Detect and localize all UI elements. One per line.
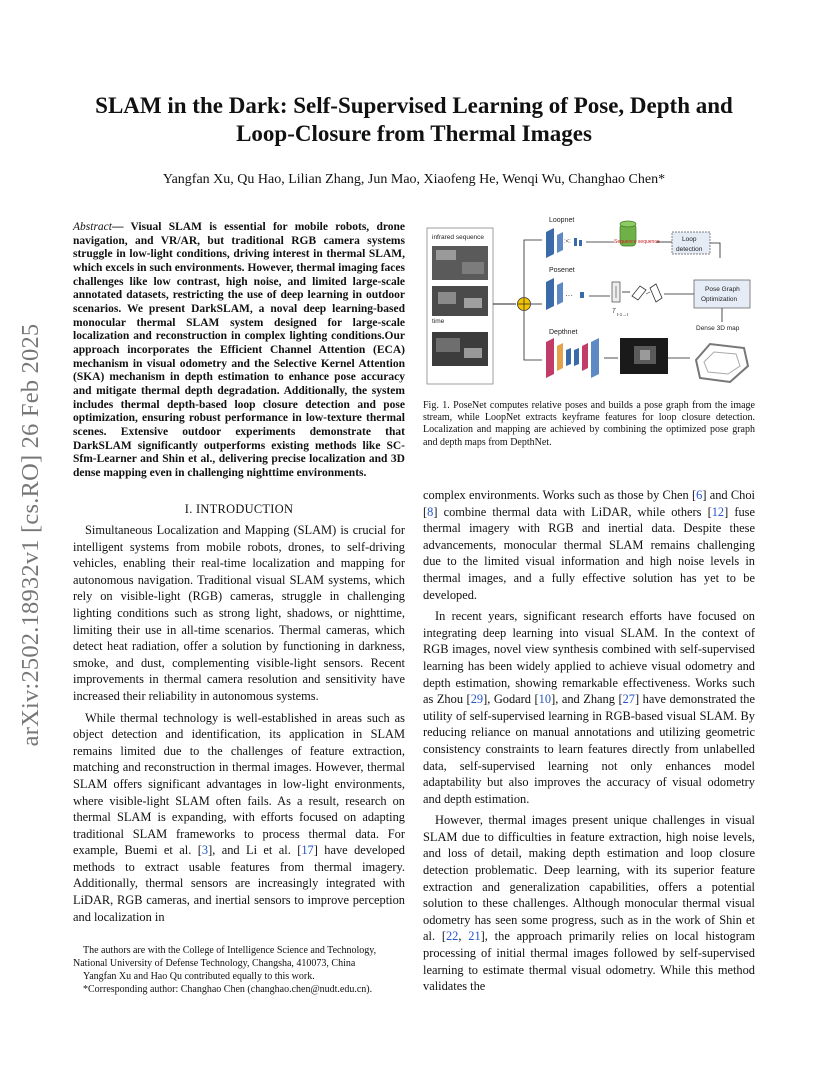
abstract bbox=[73, 221, 405, 480]
svg-text:T: T bbox=[612, 309, 616, 315]
citation-link[interactable]: 8 bbox=[427, 504, 434, 519]
citation-link[interactable]: 12 bbox=[711, 504, 725, 519]
paragraph: complex environments. Works such as those by Chen [6] and Choi [8] combine thermal data with LiDAR, while others [12] fuse thermal imagery with RGB and inertial data. Despite these advancements, monocular thermal SLAM remains challenging due to the limited visual information and high noise levels in thermal images, and a fully effective solution has yet to be developed. bbox=[423, 488, 755, 602]
intro-right-column bbox=[423, 487, 755, 1000]
citation-link[interactable]: 21 bbox=[468, 929, 481, 944]
citation-link[interactable]: 6 bbox=[696, 488, 703, 502]
posenet-label: Posenet bbox=[549, 267, 575, 274]
section-heading: I. INTRODUCTION bbox=[184, 502, 294, 516]
loopnet-label: Loopnet bbox=[549, 217, 575, 224]
svg-text::<:: :<: bbox=[564, 239, 571, 245]
citation-link[interactable]: 29 bbox=[470, 692, 484, 707]
loop-label: Loop bbox=[682, 236, 697, 243]
paper-title bbox=[70, 92, 758, 148]
dense-map-label: Dense 3D map bbox=[696, 325, 740, 332]
citation-link[interactable]: 10 bbox=[538, 692, 552, 707]
svg-text:···: ··· bbox=[565, 291, 573, 300]
figure-1 bbox=[424, 210, 756, 395]
time-label: time bbox=[432, 318, 445, 325]
citation-link[interactable]: 17 bbox=[301, 843, 314, 858]
pose-graph-label: Pose Graph bbox=[705, 286, 740, 293]
posenet-block bbox=[546, 278, 554, 310]
camera-pose-icon bbox=[650, 284, 662, 302]
depthnet-label: Depthnet bbox=[549, 329, 578, 336]
figure-caption: Fig. 1. PoseNet computes relative poses and builds a pose graph from the image stream, while LoopNet extracts keyframe features for loop closure detection. Localization and mapping are achieved by combining the optimized pose graph and depth maps from DepthNet. bbox=[423, 400, 755, 448]
optimization-label: Optimization bbox=[701, 296, 738, 303]
citation-link[interactable]: 22 bbox=[445, 929, 459, 944]
pose-graph-box bbox=[694, 280, 750, 308]
intro-left-column bbox=[73, 522, 405, 930]
infrared-label: infrared sequence bbox=[432, 234, 485, 241]
citation-link[interactable]: 27 bbox=[622, 692, 635, 707]
detection-label: detection bbox=[676, 246, 703, 253]
paragraph: Simultaneous Localization and Mapping (SLAM) is crucial for intelligent systems from mobile robots, drones, to self-driving vehicles, enabling their real-time localization and mapping for autonomous navigation. Traditional visual SLAM systems, which rely on visible-light (RGB) cameras, struggle in challenging lighting conditions such as strong light, shadows, or nighttime, limiting their use in all-time scenarios. Thermal cameras, which detect heat radiation, offer a solution by functioning in darkness, smoke, and dust, complementing visible-light sensors. Recent improvements in thermal camera resolution and sensitivity have increased their reliability in autonomous systems. bbox=[73, 523, 405, 703]
paragraph: However, thermal images present unique challenges in visual SLAM due to difficulties in feature extraction, high noise levels, and loss of detail, making depth estimation and loop closure detection problematic. Deep learning, with its superior feature extraction and generalization capabilities, offers a potential solution to these challenges. Although monocular thermal visual odometry has seen some progress, such as in the work of Shin et al. [22, 21], the approach primarily relies on local histogram processing of initial thermal images followed by self-supervised learning to estimate thermal visual odometry. While this method validates the bbox=[423, 813, 755, 994]
footnote: The authors are with the College of Intelligence Science and Technology, National University of Defense Technology, Changsha, 410073, China bbox=[73, 945, 377, 969]
author-list: Yangfan Xu, Qu Hao, Lilian Zhang, Jun Mao, Xiaofeng He, Wenqi Wu, Changhao Chen* bbox=[162, 172, 666, 187]
camera-pose-icon bbox=[632, 286, 646, 300]
paragraph: While thermal technology is well-established in areas such as object detection and identification, its application in SLAM remains limited due to the challenges of feature extraction, matching and reconstruction in thermal images. However, thermal SLAM offers significant advantages in low-light environments, where visible-light SLAM often fails. As a result, research on thermal SLAM is expanding, with efforts focused on adapting traditional SLAM frameworks to process thermal data. For example, Buemi et al. [3], and Li et al. [17] have developed methods to extract usable features from thermal imagery. Additionally, thermal sensors are increasingly integrated with LiDAR, RGB cameras, and inertial sensors to improve perception and localization in bbox=[73, 710, 405, 924]
abstract-label: Abstract bbox=[73, 221, 112, 233]
title-line-2: Loop-Closure from Thermal Images bbox=[236, 121, 592, 146]
footnote: Yangfan Xu and Hao Qu contributed equally to this work. bbox=[83, 971, 315, 982]
footnote: *Corresponding author: Changhao Chen (changhao.chen@nudt.edu.cn). bbox=[83, 984, 373, 995]
loopnet-block bbox=[546, 228, 554, 258]
svg-text:t-1→t: t-1→t bbox=[617, 312, 629, 317]
arxiv-stamp: arXiv:2502.18932v1 [cs.RO] 26 Feb 2025 bbox=[17, 323, 44, 747]
title-line-1: SLAM in the Dark: Self-Supervised Learning of Pose, Depth and bbox=[95, 93, 733, 118]
citation-link[interactable]: 3 bbox=[201, 843, 209, 858]
footnotes bbox=[73, 944, 405, 996]
abstract-text: — Visual SLAM is essential for mobile robots, drone navigation, and VR/AR, but traditional RGB camera systems struggle in low-light conditions, driving interest in thermal SLAM, which excels in such environments. However, thermal imaging faces challenges like low contrast, high noise, and limited large-scale annotated datasets, restricting the use of deep learning in outdoor scenarios. We present DarkSLAM, a noval deep learning-based monocular thermal SLAM system designed for large-scale localization and reconstruction in complex lighting conditions.Our approach incorporates the Efficient Channel Attention (ECA) mechanism in visual odometry and the Selective Kernel Attention (SKA) mechanism in depth estimation to enhance pose accuracy and mitigate thermal depth degradation. Additionally, the system includes thermal depth-based loop closure detection and pose optimization, ensuring robust performance in low-texture thermal scenes. Extensive outdoor experiments demonstrate that DarkSLAM significantly outperforms existing methods like SC-Sfm-Learner and Shin et al., delivering precise localization and 3D dense mapping even in challenging nighttime environments. bbox=[73, 221, 405, 479]
svg-text:Sequence sequence: Sequence sequence bbox=[614, 239, 660, 245]
paragraph: In recent years, significant research efforts have focused on integrating deep learning into visual SLAM. In the context of RGB images, novel view synthesis combined with self-supervised learning has been widely applied to achieve visual odometry and depth estimation, showing remarkable effectiveness. Works such as Zhou [29], Godard [10], and Zhang [27] have demonstrated the utility of self-supervised learning in RGB-based visual SLAM. By reducing reliance on manual annotations and utilizing geometric consistency constraints to learn features directly from unlabelled data, self-supervised learning not only enhances model adaptability but also improves the accuracy of visual odometry and depth estimation. bbox=[423, 609, 755, 806]
depthnet-block bbox=[546, 338, 554, 378]
